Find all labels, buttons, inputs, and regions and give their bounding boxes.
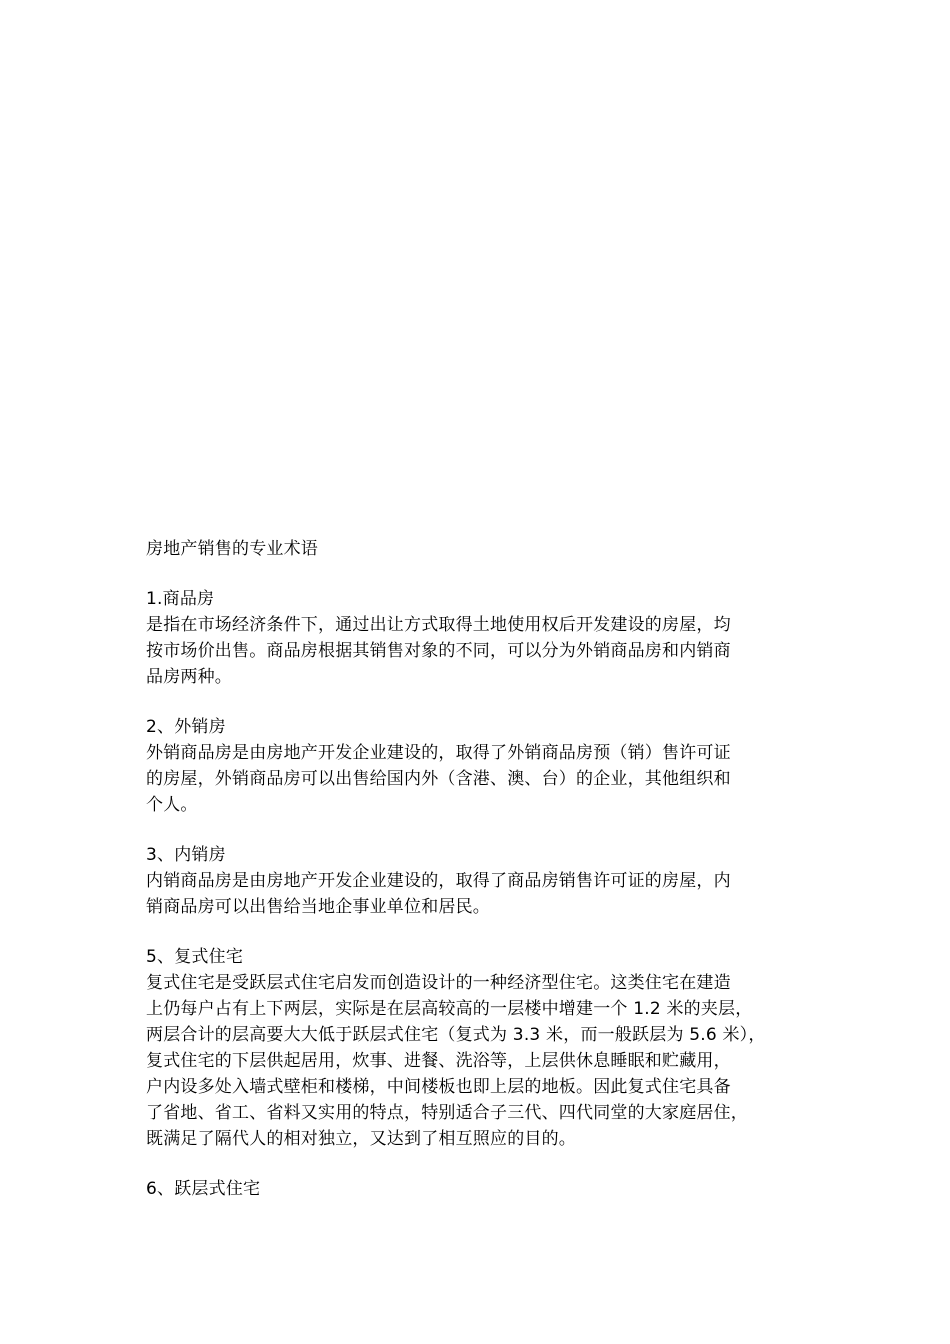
term-section-split-level-housing [146, 1176, 826, 1202]
term-heading: 3、内销房 [146, 845, 226, 865]
term-section-commercial-housing [146, 586, 826, 690]
definition-line: 复式住宅是受跃层式住宅启发而创造设计的一种经济型住宅。这类住宅在建造 [146, 973, 731, 993]
term-heading: 6、跃层式住宅 [146, 1179, 261, 1199]
term-section-domestic-housing [146, 842, 826, 920]
definition-line: 销商品房可以出售给当地企事业单位和居民。 [146, 897, 490, 917]
definition-line: 了省地、省工、省料又实用的特点，特别适合子三代、四代同堂的大家庭居住， [146, 1103, 748, 1123]
definition-line: 按市场价出售。商品房根据其销售对象的不同，可以分为外销商品房和内销商 [146, 641, 731, 661]
document-content [146, 536, 826, 1226]
term-heading: 5、复式住宅 [146, 947, 244, 967]
definition-line: 既满足了隔代人的相对独立，又达到了相互照应的目的。 [146, 1129, 576, 1149]
term-section-export-housing [146, 714, 826, 818]
term-definition [146, 868, 826, 920]
definition-line: 外销商品房是由房地产开发企业建设的，取得了外销商品房预（销）售许可证 [146, 743, 731, 763]
definition-line: 户内设多处入墙式壁柜和楼梯，中间楼板也即上层的地板。因此复式住宅具备 [146, 1077, 731, 1097]
term-definition [146, 740, 826, 818]
definition-line: 品房两种。 [146, 667, 232, 687]
term-heading: 2、外销房 [146, 717, 226, 737]
term-definition [146, 612, 826, 690]
definition-line: 是指在市场经济条件下，通过出让方式取得土地使用权后开发建设的房屋，均 [146, 615, 731, 635]
definition-line: 内销商品房是由房地产开发企业建设的，取得了商品房销售许可证的房屋，内 [146, 871, 731, 891]
definition-line: 上仍每户占有上下两层，实际是在层高较高的一层楼中增建一个 1.2 米的夹层， [146, 999, 753, 1019]
definition-line: 的房屋，外销商品房可以出售给国内外（含港、澳、台）的企业，其他组织和 [146, 769, 731, 789]
definition-line: 个人。 [146, 795, 198, 815]
document-title: 房地产销售的专业术语 [146, 539, 318, 559]
term-section-duplex-housing [146, 944, 826, 1152]
definition-line: 两层合计的层高要大大低于跃层式住宅（复式为 3.3 米，而一般跃层为 5.6 米）， [146, 1025, 766, 1045]
term-definition [146, 970, 826, 1152]
definition-line: 复式住宅的下层供起居用，炊事、进餐、洗浴等，上层供休息睡眠和贮藏用， [146, 1051, 731, 1071]
term-heading: 1.商品房 [146, 589, 215, 609]
